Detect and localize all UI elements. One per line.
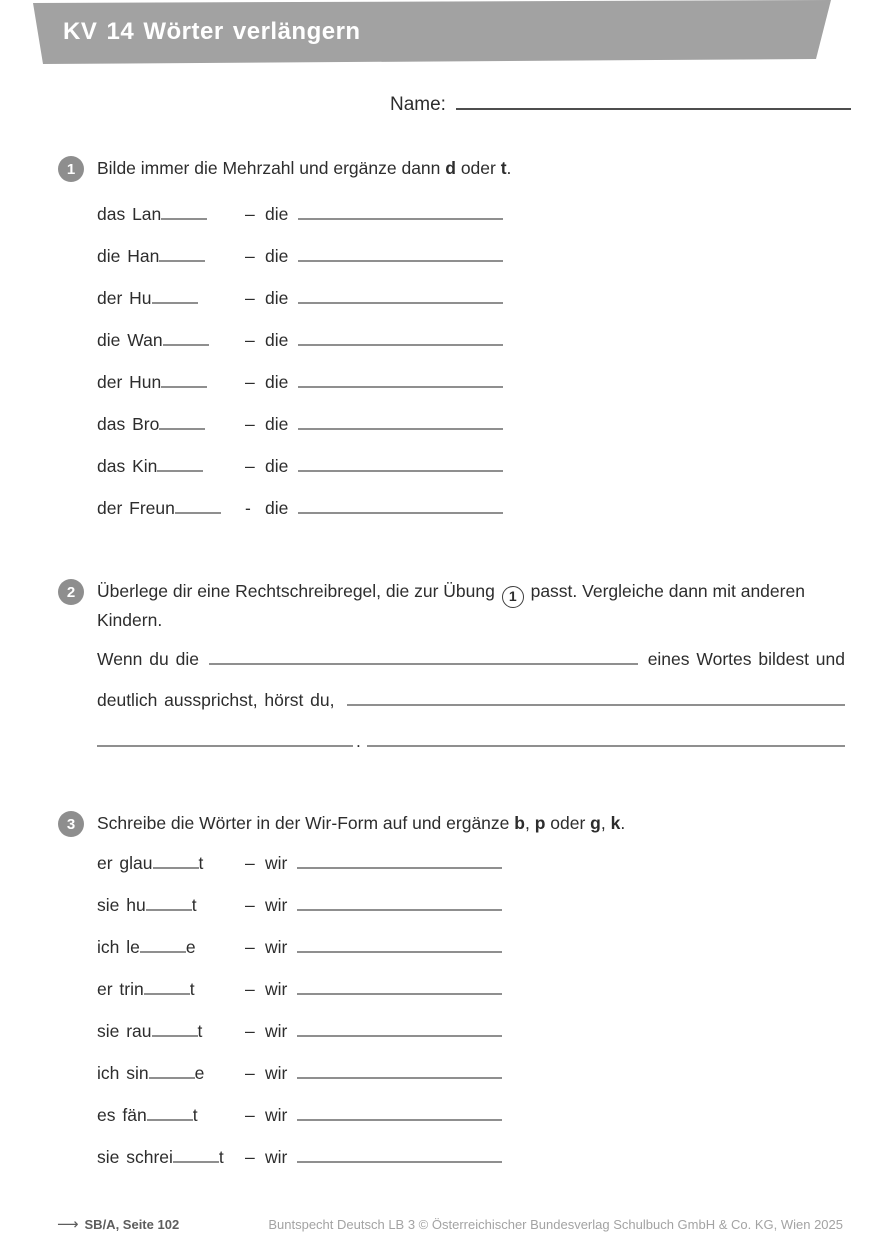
dash: - <box>245 498 251 518</box>
word-stem: ich sin <box>97 1063 149 1083</box>
answer-blank-line <box>297 1119 502 1121</box>
pronoun-label: wir <box>265 1147 288 1167</box>
letter-blank-line <box>144 993 190 995</box>
word-stem-cell <box>97 1105 245 1126</box>
dash: – <box>245 1105 255 1125</box>
article-label: die <box>265 246 289 266</box>
cloze-line-1 <box>97 649 845 690</box>
answer-blank-line <box>298 512 503 514</box>
word-suffix: t <box>197 1021 203 1041</box>
word-row <box>97 1147 845 1189</box>
word-row <box>97 498 845 540</box>
letter-blank-line <box>140 951 186 953</box>
answer-blank-line <box>298 218 503 220</box>
word-stem: es fän <box>97 1105 147 1125</box>
header-banner <box>0 0 890 66</box>
exercise-3-header <box>58 811 845 837</box>
exercise-3-number-badge: 3 <box>58 811 84 837</box>
word-stem: das Lan <box>97 204 162 224</box>
answer-blank-line <box>347 704 845 706</box>
pronoun-label: wir <box>265 1021 288 1041</box>
word-row <box>97 979 845 1021</box>
letter-blank-line <box>173 1161 219 1163</box>
word-stem-cell <box>97 372 245 393</box>
answer-blank-line <box>298 386 503 388</box>
word-stem: die Han <box>97 246 160 266</box>
letter-blank-line <box>161 218 207 220</box>
word-suffix: t <box>192 1105 198 1125</box>
letter-blank-line <box>152 1035 198 1037</box>
article-label: die <box>265 414 289 434</box>
word-suffix: e <box>194 1063 205 1083</box>
word-suffix: e <box>185 937 196 957</box>
word-stem: die Wan <box>97 330 163 350</box>
word-stem: sie rau <box>97 1021 152 1041</box>
exercise-2 <box>58 579 845 772</box>
article-label: die <box>265 372 289 392</box>
dash: – <box>245 937 255 957</box>
dash: – <box>245 414 255 434</box>
word-stem-cell <box>97 246 245 267</box>
page-title: KV 14 Wörter verlängern <box>63 18 361 45</box>
source-reference <box>57 1215 179 1233</box>
letter-blank-line <box>146 909 192 911</box>
letter-blank-line <box>157 470 203 472</box>
word-stem: der Hun <box>97 372 162 392</box>
answer-blank-line <box>297 1077 502 1079</box>
name-row <box>390 94 851 116</box>
word-stem-cell <box>97 288 245 309</box>
answer-blank-line <box>367 745 845 747</box>
word-stem-cell <box>97 1063 245 1084</box>
answer-blank-line <box>297 1161 502 1163</box>
dash: – <box>245 895 255 915</box>
letter-blank-line <box>153 867 199 869</box>
article-label: die <box>265 498 289 518</box>
cloze-text: deutlich aussprichst, hörst du, <box>97 689 335 710</box>
footer <box>57 1215 843 1233</box>
word-suffix: t <box>218 1147 224 1167</box>
word-stem-cell <box>97 456 245 477</box>
word-row <box>97 895 845 937</box>
exercise-1-rows <box>97 204 845 540</box>
exercise-2-header <box>58 579 845 633</box>
word-suffix: t <box>189 979 195 999</box>
pronoun-label: wir <box>265 979 288 999</box>
answer-blank-line <box>298 344 503 346</box>
exercise-1 <box>58 156 845 540</box>
article-label: die <box>265 456 289 476</box>
word-row <box>97 330 845 372</box>
answer-blank-line <box>297 951 502 953</box>
article-label: die <box>265 204 289 224</box>
cloze-text: Wenn du die <box>97 648 199 669</box>
source-reference-text: SB/A, Seite 102 <box>84 1217 180 1232</box>
letter-blank-line <box>159 260 205 262</box>
word-row <box>97 1063 845 1105</box>
dash: – <box>245 372 255 392</box>
letter-blank-line <box>175 512 221 514</box>
letter-blank-line <box>149 1077 195 1079</box>
name-label: Name: <box>390 94 446 115</box>
word-row <box>97 204 845 246</box>
dash: – <box>245 456 255 476</box>
word-stem: sie hu <box>97 895 146 915</box>
exercise-1-number-badge: 1 <box>58 156 84 182</box>
word-stem: der Hu <box>97 288 152 308</box>
word-stem: das Bro <box>97 414 160 434</box>
word-stem-cell <box>97 895 245 916</box>
answer-blank-line <box>298 302 503 304</box>
cloze-line-2 <box>97 690 845 731</box>
dash: – <box>245 246 255 266</box>
exercise-1-instruction: Bilde immer die Mehrzahl und ergänze dann d oder t. <box>97 158 512 178</box>
word-row <box>97 414 845 456</box>
answer-blank-line <box>298 428 503 430</box>
word-stem-cell <box>97 1021 245 1042</box>
dash: – <box>245 288 255 308</box>
period: . <box>356 730 361 751</box>
letter-blank-line <box>159 428 205 430</box>
copyright-text: Buntspecht Deutsch LB 3 © Österreichischer Bundesverlag Schulbuch GmbH & Co. KG, Wien 2025 <box>268 1217 843 1232</box>
word-suffix: t <box>191 895 197 915</box>
answer-blank-line <box>297 1035 502 1037</box>
answer-blank-line <box>209 663 638 665</box>
word-stem-cell <box>97 853 245 874</box>
pronoun-label: wir <box>265 853 288 873</box>
answer-blank-line <box>297 867 502 869</box>
name-blank-line <box>456 108 851 110</box>
word-stem: er glau <box>97 853 153 873</box>
word-stem-cell <box>97 979 245 1000</box>
exercise-2-instruction: Überlege dir eine Rechtschreibregel, die zur Übung 1 passt. Vergleiche dann mit anderen Kindern. <box>97 581 805 630</box>
answer-blank-line <box>297 993 502 995</box>
word-row <box>97 937 845 979</box>
dash: – <box>245 1021 255 1041</box>
word-row <box>97 853 845 895</box>
exercise-2-number-badge: 2 <box>58 579 84 605</box>
word-stem-cell <box>97 498 245 519</box>
answer-blank-line <box>97 745 353 747</box>
pronoun-label: wir <box>265 937 288 957</box>
exercise-2-cloze <box>97 649 845 772</box>
letter-blank-line <box>152 302 198 304</box>
exercise-3-rows <box>97 853 845 1189</box>
dash: – <box>245 979 255 999</box>
answer-blank-line <box>297 909 502 911</box>
exercise-1-header <box>58 156 845 182</box>
word-stem: er trin <box>97 979 144 999</box>
word-row <box>97 1021 845 1063</box>
letter-blank-line <box>161 386 207 388</box>
pronoun-label: wir <box>265 1105 288 1125</box>
answer-blank-line <box>298 470 503 472</box>
word-row <box>97 288 845 330</box>
word-stem-cell <box>97 330 245 351</box>
dash: – <box>245 1147 255 1167</box>
word-stem: sie schrei <box>97 1147 173 1167</box>
word-suffix: t <box>198 853 204 873</box>
exercise-3 <box>58 811 845 1189</box>
answer-blank-line <box>298 260 503 262</box>
word-stem: ich le <box>97 937 140 957</box>
letter-blank-line <box>163 344 209 346</box>
word-stem-cell <box>97 937 245 958</box>
letter-blank-line <box>147 1119 193 1121</box>
cloze-text: eines Wortes bildest und <box>647 648 845 669</box>
word-row <box>97 246 845 288</box>
dash: – <box>245 853 255 873</box>
word-row <box>97 372 845 414</box>
word-row <box>97 456 845 498</box>
long-arrow-icon: ⟶ <box>57 1216 79 1233</box>
article-label: die <box>265 330 289 350</box>
word-stem-cell <box>97 1147 245 1168</box>
cloze-line-3 <box>97 731 845 772</box>
pronoun-label: wir <box>265 895 288 915</box>
word-stem: das Kin <box>97 456 158 476</box>
word-stem: der Freun <box>97 498 175 518</box>
article-label: die <box>265 288 289 308</box>
pronoun-label: wir <box>265 1063 288 1083</box>
exercise-3-instruction: Schreibe die Wörter in der Wir-Form auf und ergänze b, p oder g, k. <box>97 813 626 833</box>
dash: – <box>245 330 255 350</box>
word-row <box>97 1105 845 1147</box>
dash: – <box>245 1063 255 1083</box>
word-stem-cell <box>97 204 245 225</box>
word-stem-cell <box>97 414 245 435</box>
dash: – <box>245 204 255 224</box>
